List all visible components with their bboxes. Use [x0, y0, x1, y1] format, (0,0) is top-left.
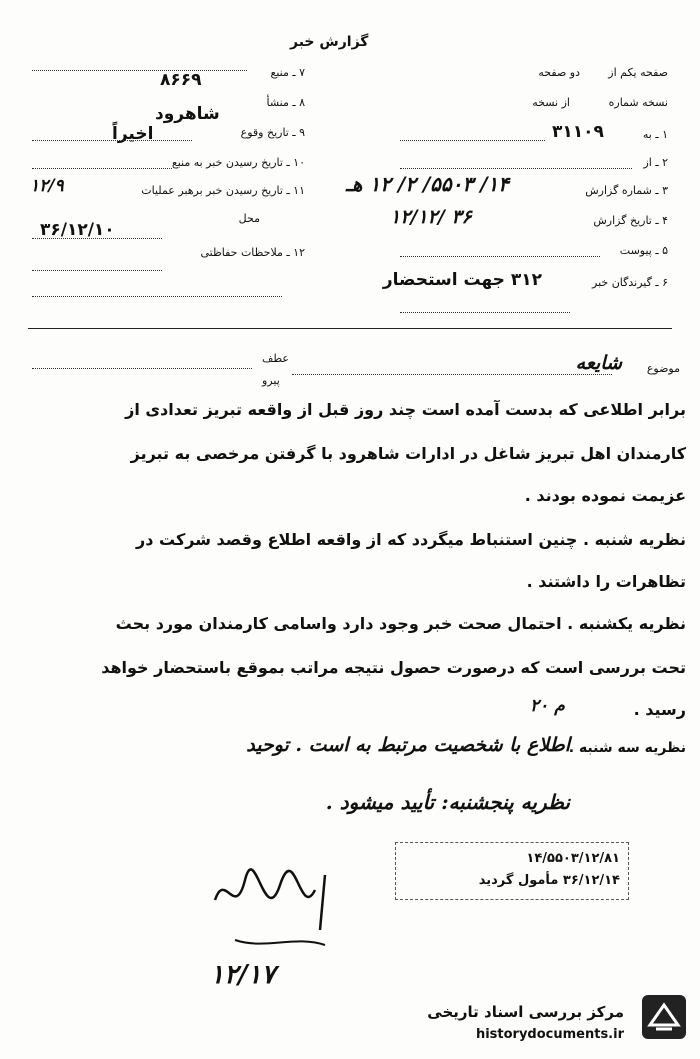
- recipients-value: ۳۱۲ جهت استحضار: [382, 270, 542, 290]
- handwritten-mark: ۲۰ م: [530, 696, 565, 716]
- body-line-8: رسید .: [633, 700, 686, 719]
- copy-number-value: از نسخه: [532, 96, 570, 109]
- security-notes-dotted-line-2: [32, 296, 282, 297]
- body-line-4: نظریه شنبه . چنین استنباط میگردد که از واقعه اطلاع وقصد شرکت در: [136, 530, 686, 549]
- event-date-dotted-line: [32, 140, 192, 141]
- body-line-7: تحت بررسی است که درصورت حصول نتیجه مراتب بموقع باستحضار خواهد: [101, 658, 686, 677]
- registration-stamp: [395, 842, 629, 900]
- archive-logo-icon: [642, 995, 686, 1039]
- watermark-title: مرکز بررسی اسناد تاریخی: [427, 1003, 624, 1021]
- stamp-line-2: ۳۶/۱۲/۱۴ مأمول گردید: [478, 873, 620, 888]
- report-number-value: ۱۴/ ۵۵۰۳/ ۲/ ۱۲ هـ: [346, 172, 509, 196]
- attachment-label: ۵ ـ پیوست: [619, 244, 668, 257]
- report-number-label: ۳ ـ شماره گزارش: [585, 184, 668, 197]
- to-label: ۱ ـ به: [642, 128, 668, 141]
- security-notes-dotted-line: [32, 270, 162, 271]
- to-dotted-line: [400, 140, 545, 141]
- origin-value: شاهرود: [155, 104, 220, 124]
- body-line-1: برابر اطلاعی که بدست آمده است چند روز قبل از واقعه تبریز تعدادی از: [125, 400, 686, 419]
- place-value: ۳۶/۱۲/۱۰: [40, 220, 115, 240]
- subject-value: شایعه: [575, 352, 622, 374]
- recipients-label: ۶ ـ گیرندگان خبر: [592, 276, 668, 289]
- header-separator: [28, 328, 672, 329]
- stamp-line-1: ۱۴/۵۵۰۳/۱۲/۸۱: [526, 851, 620, 866]
- watermark-url: historydocuments.ir: [475, 1027, 624, 1042]
- report-date-value: ۱۲/۱۲/ ۳۶: [390, 206, 472, 228]
- event-date-label: ۹ ـ تاریخ وقوع: [240, 126, 305, 139]
- to-value: ۳۱۱۰۹: [552, 122, 604, 142]
- page-number-value: دو صفحه: [538, 66, 580, 79]
- body-line-2: کارمندان اهل تبریز شاغل در ادارات شاهرود با گرفتن مرخصی به تبریز: [130, 444, 686, 463]
- received-by-source-dotted-line: [32, 168, 172, 169]
- source-value: ۸۶۶۹: [160, 70, 202, 90]
- received-by-operations-value: ۱۲/۹: [30, 176, 64, 196]
- document-title: گزارش خبر: [290, 34, 369, 50]
- copy-number-label: نسخه شماره: [608, 96, 668, 109]
- received-by-operations-label: ۱۱ ـ تاریخ رسیدن خبر برهبر عملیات: [141, 184, 305, 197]
- note-tuesday-text: اطلاع با شخصیت مرتبط به است . توحید: [246, 734, 570, 756]
- note-tuesday-label: نظریه سه شنبه .: [568, 740, 686, 756]
- security-notes-label: ۱۲ ـ ملاحظات حفاظتی: [200, 246, 305, 259]
- source-dotted-line: [32, 70, 247, 71]
- handwritten-signature: [205, 860, 355, 1020]
- source-label: ۷ ـ منبع: [270, 66, 305, 79]
- from-dotted-line: [400, 168, 632, 169]
- body-line-5: تظاهرات را داشتند .: [526, 572, 686, 591]
- from-label: ۲ ـ از: [643, 156, 668, 169]
- report-date-label: ۴ ـ تاریخ گزارش: [593, 214, 668, 227]
- body-line-3: عزیمت نموده بودند .: [524, 486, 686, 505]
- subject-label: موضوع: [646, 362, 680, 375]
- recipients-dotted-line: [400, 312, 570, 313]
- received-by-source-label: ۱۰ ـ تاریخ رسیدن خبر به منبع: [171, 156, 305, 169]
- page-number-label: صفحه یکم از: [608, 66, 668, 79]
- place-label: محل: [238, 212, 260, 225]
- place-dotted-line: [32, 238, 162, 239]
- reference-label: عطف: [262, 352, 289, 365]
- note-thursday-text: نظریه پنجشنبه: تأیید میشود .: [325, 790, 570, 814]
- attachment-dotted-line: [400, 256, 600, 257]
- origin-label: ۸ ـ منشأ: [266, 96, 305, 109]
- signature-date: ۱۲/۱۷: [210, 960, 276, 990]
- event-date-value: اخیراً: [112, 124, 154, 144]
- subject-dotted-line: [292, 374, 612, 375]
- body-line-6: نظریه یکشنبه . احتمال صحت خبر وجود دارد واسامی کارمندان مورد بحث: [115, 614, 686, 633]
- reference-dotted-line: [32, 368, 252, 369]
- followup-label: پیرو: [262, 374, 280, 387]
